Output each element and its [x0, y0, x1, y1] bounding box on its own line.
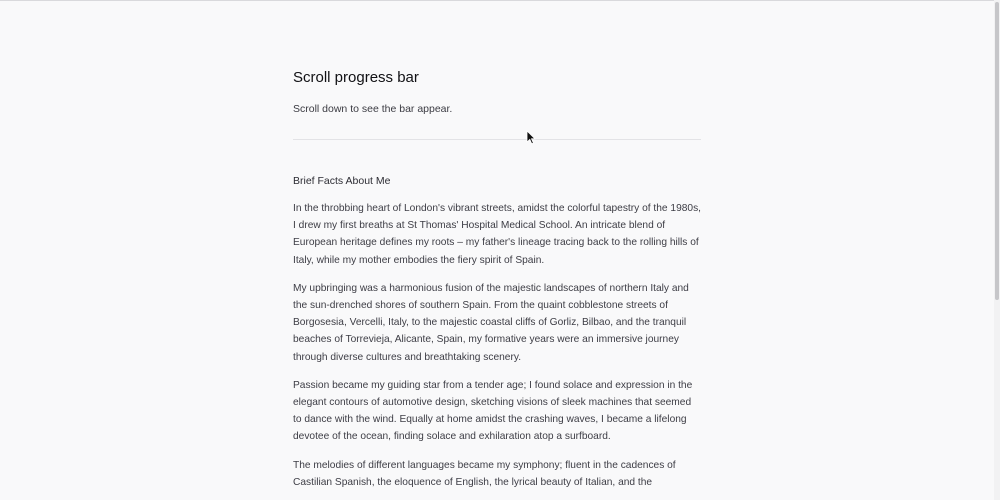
paragraph-3: Passion became my guiding star from a tender age; I found solace and expression in the elegant contours of automotive design, sketching visions of sleek machines that seemed to dance with the wind. Equally at home amidst the crashing waves, I became a lifelong devotee of the ocean, finding solace and exhilaration atop a surfboard.: [293, 379, 693, 443]
page-subtitle: Scroll down to see the bar appear.: [293, 103, 453, 115]
section-heading: Brief Facts About Me: [293, 175, 391, 187]
main-content: [293, 68, 701, 491]
paragraph-4: The melodies of different languages became my symphony; fluent in the cadences of Castilian Spanish, the eloquence of English, the lyrical beauty of Italian, and the: [293, 459, 676, 488]
scrollbar-thumb[interactable]: [995, 2, 999, 300]
window-top-border: [0, 0, 1000, 1]
paragraph-1: In the throbbing heart of London's vibrant streets, amidst the colorful tapestry of the 1980s, I drew my first breaths at St Thomas' Hospital Medical School. An intricate blend of European heritage defines my roots – my father's lineage tracing back to the rolling hills of Italy, while my mother embodies the fiery spirit of Spain.: [293, 203, 701, 266]
mouse-pointer-icon: [526, 130, 536, 145]
vertical-scrollbar[interactable]: [994, 0, 1000, 500]
page-title: Scroll progress bar: [293, 69, 419, 86]
header-divider: [293, 139, 701, 140]
paragraph-2: My upbringing was a harmonious fusion of the majestic landscapes of northern Italy and the sun-drenched shores of southern Spain. From the quaint cobblestone streets of Borgosesia, Vercelli, Italy, to the majestic coastal cliffs of Gorliz, Bilbao, and the tranquil beaches of Torrevieja, Alicante, Spain, my formative years were an immersive journey through diverse cultures and breathtaking scenery.: [293, 282, 689, 363]
